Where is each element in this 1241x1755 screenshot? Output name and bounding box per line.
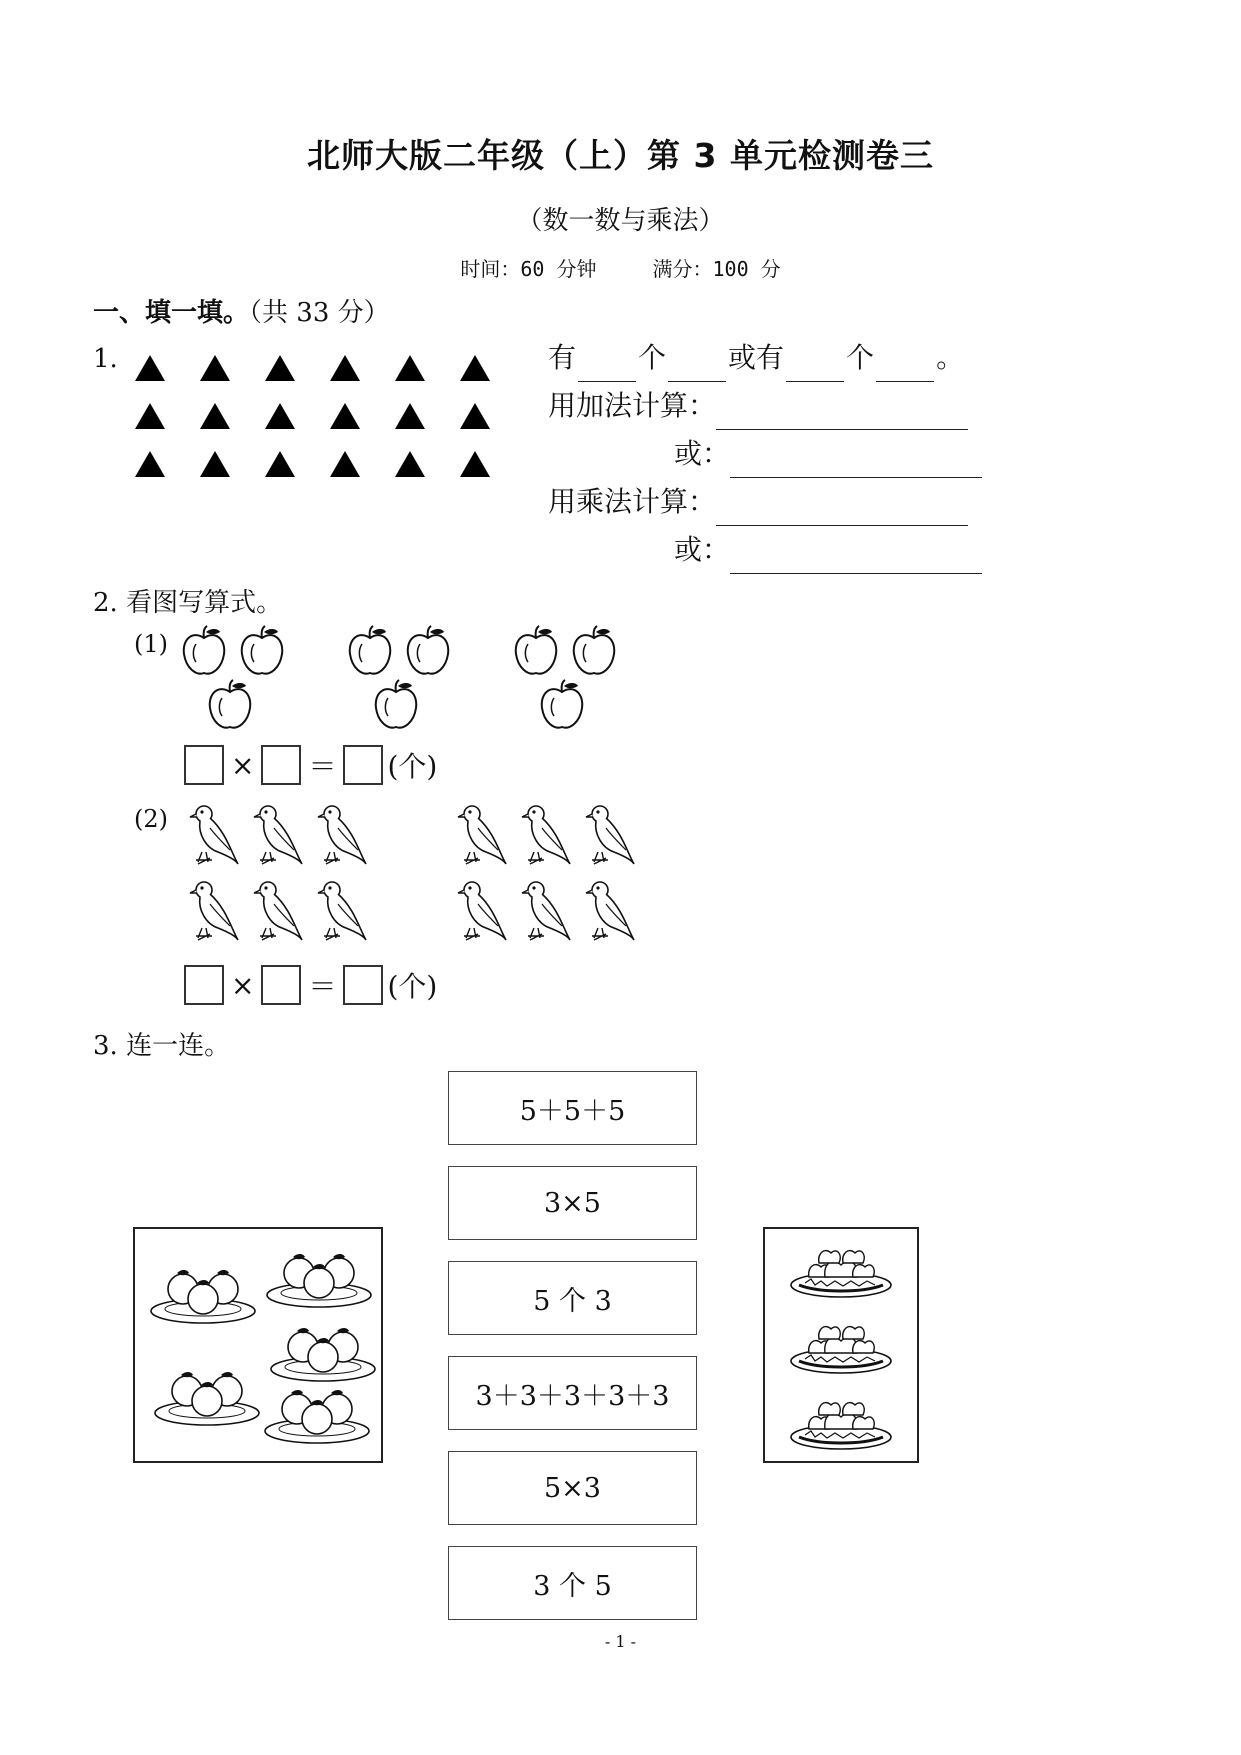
triangle-icon — [135, 451, 165, 477]
bird-icon — [190, 806, 238, 864]
triangle-icon — [265, 355, 295, 381]
bird-icon — [254, 806, 302, 864]
apple-icon — [574, 626, 615, 674]
mul-label: 用乘法计算： — [548, 485, 717, 518]
q1-add-or-line — [674, 430, 982, 478]
text-you: 有 — [548, 341, 577, 374]
match-option-3[interactable]: 5 个 3 — [448, 1261, 697, 1335]
blank-count-2[interactable] — [786, 351, 844, 382]
unit-label: (个) — [387, 750, 438, 783]
apple-icon — [210, 680, 251, 728]
answer-box[interactable] — [261, 965, 301, 1005]
apple-icon — [542, 680, 583, 728]
section-points: （共 33 分） — [249, 298, 390, 328]
blank-group-2[interactable] — [876, 351, 934, 382]
time-label: 时间：60 分钟 — [460, 257, 597, 281]
text-end: 。 — [936, 341, 965, 374]
q1-number: 1. — [93, 344, 118, 374]
bird-icon — [458, 806, 506, 864]
page-subtitle: （数一数与乘法） — [516, 206, 725, 236]
triangle-icon — [265, 451, 295, 477]
times-sign: × — [231, 968, 255, 1002]
apple-icon — [350, 626, 391, 674]
bird-icon — [318, 806, 366, 864]
bird-group — [458, 806, 634, 940]
triangle-icon — [395, 355, 425, 381]
apple-plate — [267, 1254, 371, 1307]
triangle-row — [135, 440, 495, 488]
match-option-1[interactable]: 5＋5＋5 — [448, 1071, 697, 1145]
answer-box[interactable] — [343, 965, 383, 1005]
equals-sign: ＝ — [308, 970, 337, 1003]
peach-plate — [791, 1327, 891, 1373]
bird-icon — [458, 882, 506, 940]
or-label: 或： — [674, 533, 731, 566]
answer-box[interactable] — [184, 965, 224, 1005]
apple-group — [350, 626, 449, 728]
triangle-icon — [460, 403, 490, 429]
unit-label: (个) — [387, 970, 438, 1003]
triangle-icon — [460, 355, 490, 381]
section-title: 一、填一填。 — [93, 298, 250, 328]
apple-group — [516, 626, 615, 728]
answer-box[interactable] — [343, 745, 383, 785]
text-ge: 个 — [846, 341, 875, 374]
page-title: 北师大版二年级（上）第 3 单元检测卷三 — [307, 136, 934, 175]
triangle-icon — [330, 451, 360, 477]
triangle-icon — [395, 403, 425, 429]
triangle-icon — [200, 451, 230, 477]
triangle-row — [135, 344, 495, 392]
apple-plates-picture[interactable] — [133, 1227, 383, 1463]
page-number: - 1 - — [604, 1632, 637, 1651]
bird-icon — [522, 882, 570, 940]
apple-icon — [376, 680, 417, 728]
add-answer-line[interactable] — [716, 397, 968, 430]
text-ge: 个 — [638, 341, 667, 374]
triangle-icon — [135, 355, 165, 381]
q1-mul-or-line — [674, 526, 982, 574]
q2-heading — [93, 582, 282, 619]
or-label: 或： — [674, 437, 731, 470]
match-option-2[interactable]: 3×5 — [448, 1166, 697, 1240]
section-heading — [93, 292, 390, 329]
apple-group — [184, 626, 283, 728]
peach-plate — [791, 1251, 891, 1297]
q1-add-line — [548, 382, 968, 430]
apple-illustration — [178, 620, 638, 732]
match-option-6[interactable]: 3 个 5 — [448, 1546, 697, 1620]
bird-icon — [522, 806, 570, 864]
bird-group — [190, 806, 366, 940]
triangle-icon — [330, 403, 360, 429]
add-answer-line-alt[interactable] — [730, 445, 982, 478]
q3-instruction: 连一连。 — [126, 1031, 231, 1061]
bird-icon — [586, 882, 634, 940]
triangle-icon — [460, 451, 490, 477]
apple-plate — [151, 1270, 255, 1323]
q1-mul-line — [548, 478, 968, 526]
match-option-4[interactable]: 3＋3＋3＋3＋3 — [448, 1356, 697, 1430]
apple-plate — [155, 1372, 259, 1425]
mul-answer-line[interactable] — [716, 493, 968, 526]
triangle-row — [135, 392, 495, 440]
triangle-icon — [200, 403, 230, 429]
triangle-icon — [395, 451, 425, 477]
equation-row-1 — [184, 745, 437, 785]
apple-icon — [408, 626, 449, 674]
apple-icon — [184, 626, 225, 674]
mul-answer-line-alt[interactable] — [730, 541, 982, 574]
triangle-grid — [135, 344, 495, 488]
answer-box[interactable] — [261, 745, 301, 785]
q1-count-line — [548, 334, 964, 382]
bird-icon — [586, 806, 634, 864]
apple-icon — [516, 626, 557, 674]
bird-illustration — [184, 800, 644, 960]
equation-row-2 — [184, 965, 437, 1005]
add-label: 用加法计算： — [548, 389, 717, 422]
apple-icon — [242, 626, 283, 674]
triangle-icon — [330, 355, 360, 381]
q2-part2-label: (2) — [134, 805, 168, 833]
exam-meta — [0, 253, 1241, 282]
triangle-icon — [135, 403, 165, 429]
match-option-5[interactable]: 5×3 — [448, 1451, 697, 1525]
q2-instruction: 看图写算式。 — [126, 588, 283, 618]
peach-plates-picture[interactable] — [763, 1227, 919, 1463]
bird-icon — [190, 882, 238, 940]
q2-part1-label: (1) — [134, 630, 168, 658]
times-sign: × — [231, 748, 255, 782]
q3-heading — [93, 1025, 230, 1062]
answer-box[interactable] — [184, 745, 224, 785]
q3-number: 3. — [93, 1031, 118, 1061]
triangle-icon — [200, 355, 230, 381]
bird-icon — [254, 882, 302, 940]
peach-plate — [791, 1403, 891, 1449]
triangle-icon — [265, 403, 295, 429]
apple-plate — [265, 1390, 369, 1443]
q2-number: 2. — [93, 588, 118, 618]
blank-count-1[interactable] — [578, 351, 636, 382]
equals-sign: ＝ — [308, 750, 337, 783]
blank-group-1[interactable] — [668, 351, 726, 382]
text-huoyou: 或有 — [728, 341, 785, 374]
bird-icon — [318, 882, 366, 940]
apple-plate — [271, 1328, 375, 1381]
score-label: 满分：100 分 — [652, 257, 781, 281]
